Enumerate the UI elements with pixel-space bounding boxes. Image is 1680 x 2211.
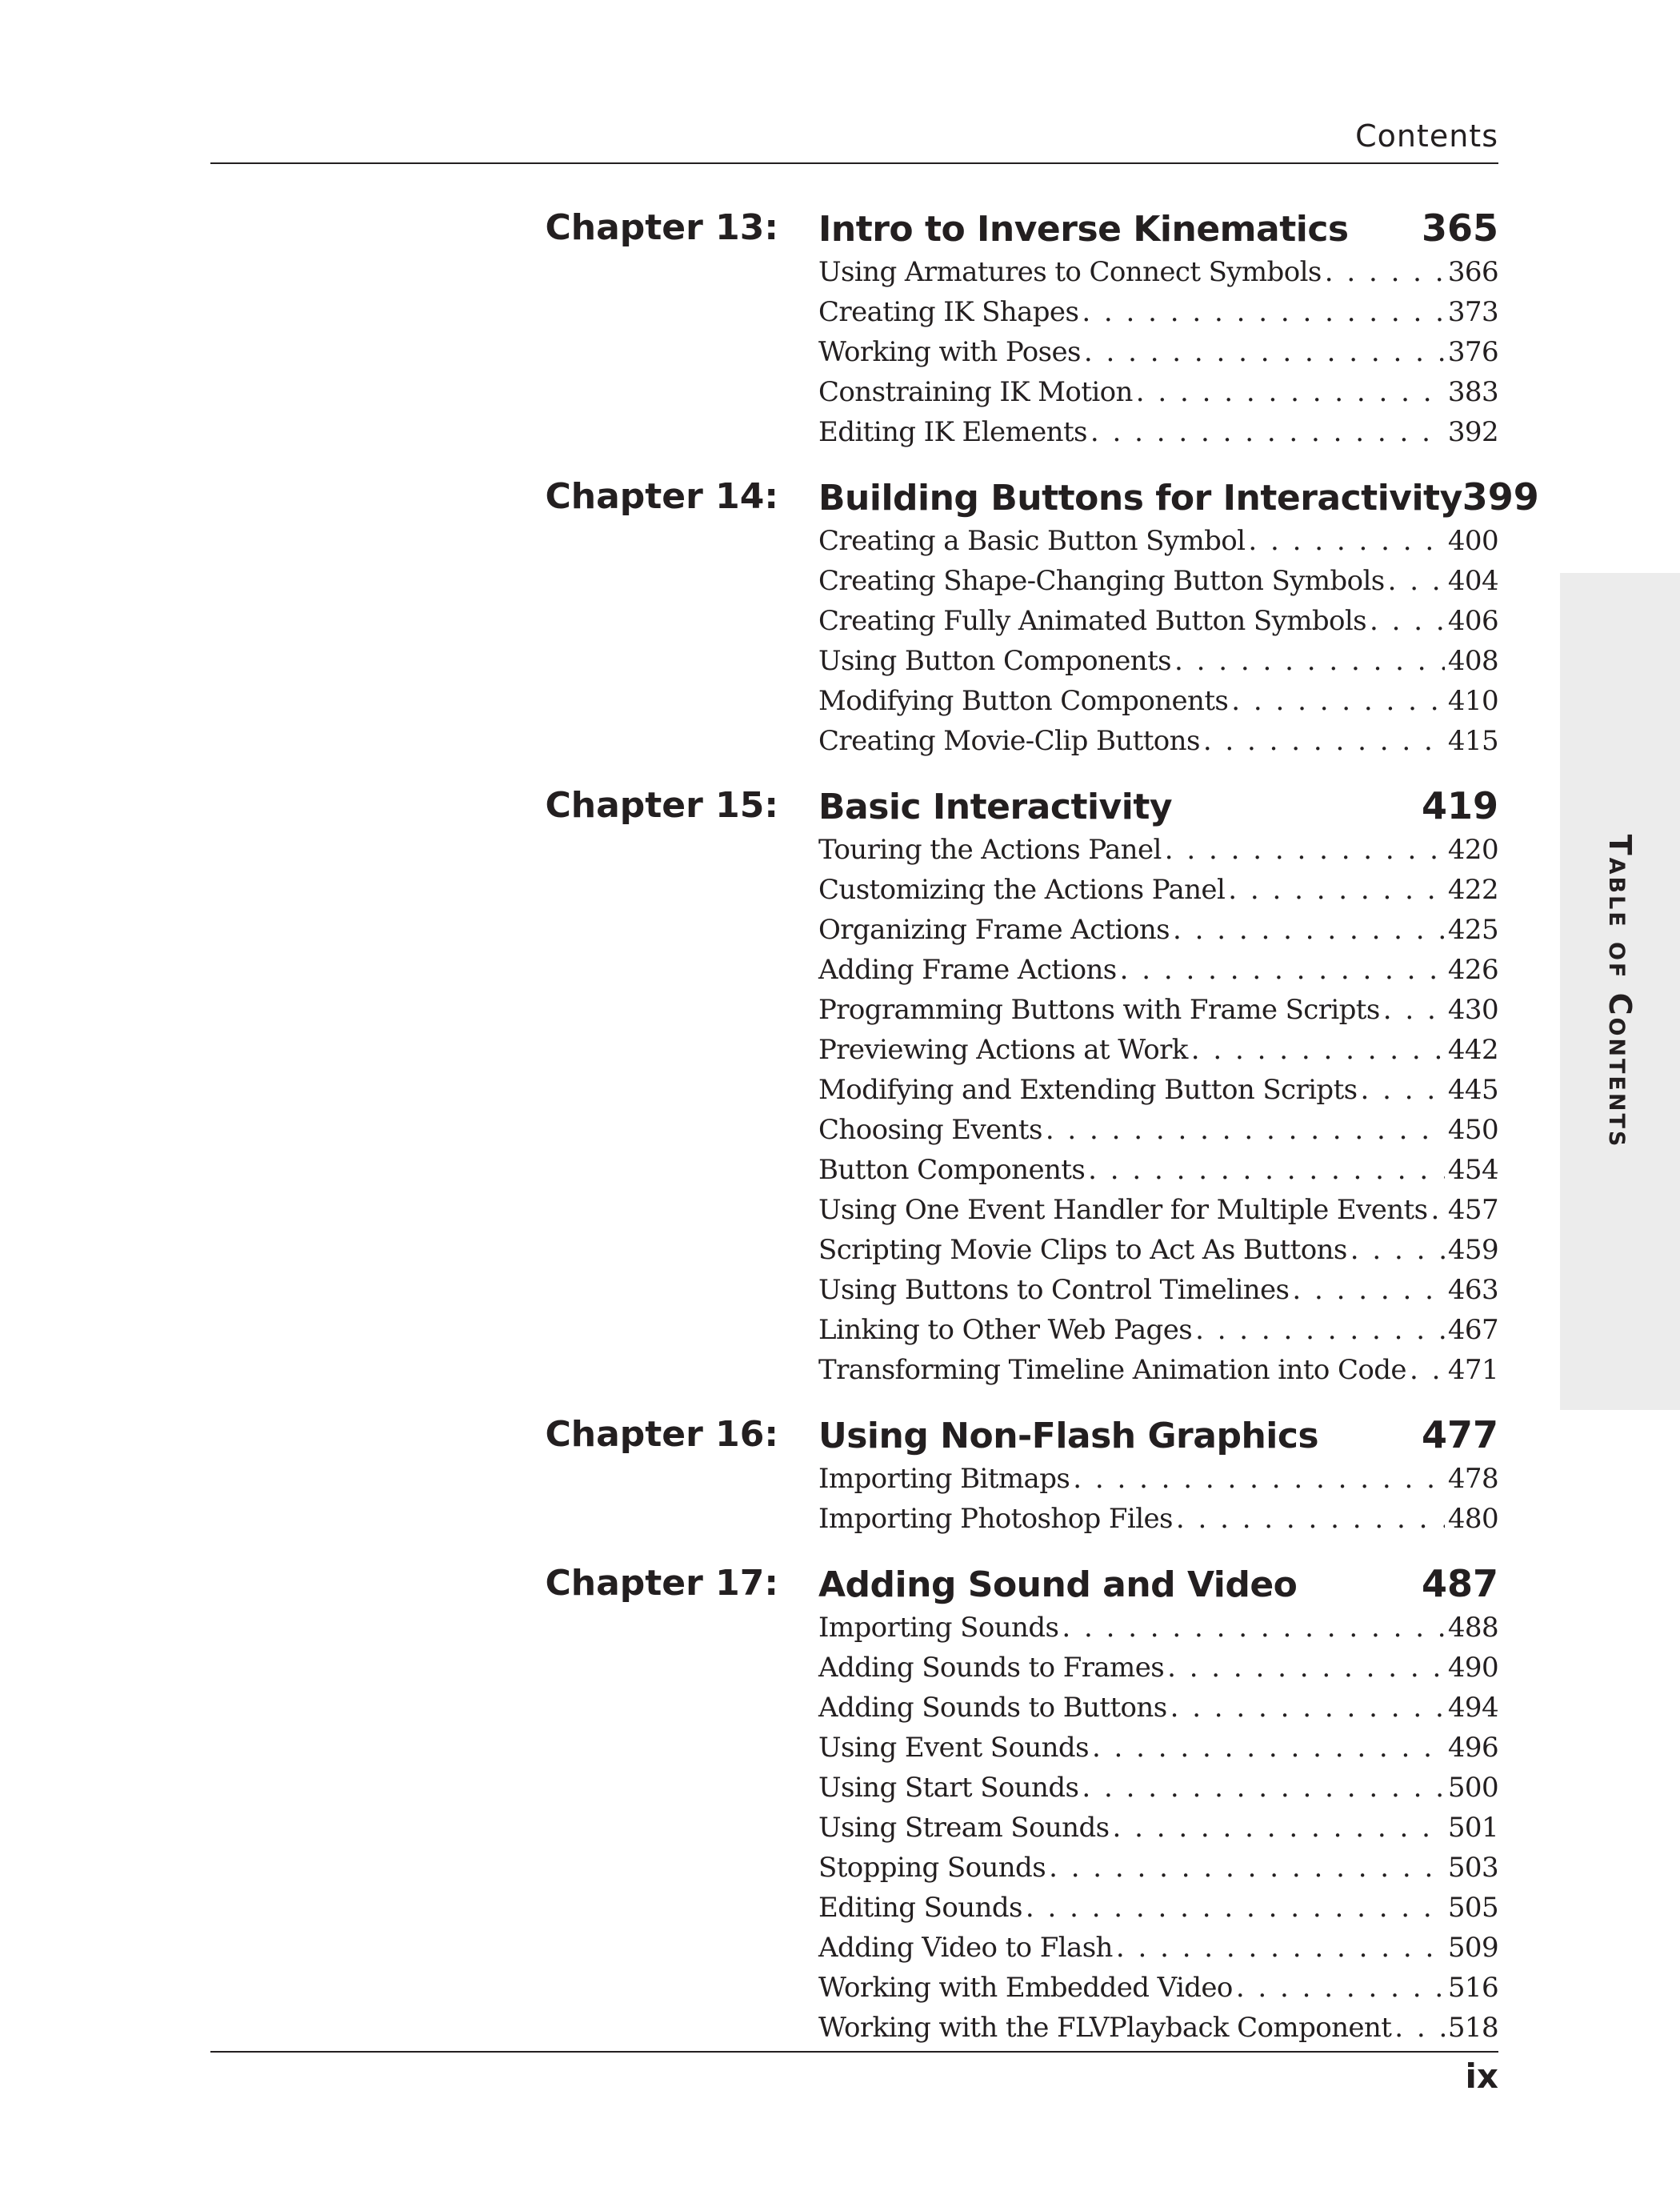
toc-entry[interactable] [818, 1808, 1498, 1848]
toc-entry-page: 392 [1447, 416, 1498, 448]
dot-leader [1370, 601, 1445, 641]
toc-entry[interactable] [818, 1688, 1498, 1728]
dot-leader [1026, 1888, 1445, 1928]
chapter-label: Chapter 15: [545, 785, 778, 826]
toc-entry[interactable] [818, 870, 1498, 910]
dot-leader [1430, 1190, 1444, 1230]
toc-entry[interactable] [818, 1499, 1498, 1539]
toc-entry[interactable] [818, 1150, 1498, 1190]
dot-leader [1090, 412, 1445, 452]
toc-entry[interactable] [818, 601, 1498, 641]
chapter-title: Basic Interactivity [818, 787, 1173, 827]
toc-entry-title: Using Stream Sounds [818, 1812, 1110, 1844]
toc-entry[interactable] [818, 1648, 1498, 1688]
dot-leader [1136, 372, 1445, 412]
toc-entry[interactable] [818, 910, 1498, 950]
toc-entry-page: 488 [1447, 1612, 1498, 1644]
dot-leader [1325, 252, 1445, 292]
chapter-title: Building Buttons for Interactivity [818, 478, 1462, 519]
toc-entry[interactable] [818, 950, 1498, 990]
dot-leader [1049, 1848, 1445, 1888]
toc-entry-page: 415 [1447, 725, 1498, 757]
toc-entry-title: Adding Frame Actions [818, 954, 1117, 986]
toc-entry[interactable] [818, 1848, 1498, 1888]
toc-entry-title: Creating Movie-Clip Buttons [818, 725, 1200, 757]
side-tab-label: Table of Contents [1602, 834, 1638, 1149]
toc-entry-title: Creating Fully Animated Button Symbols [818, 605, 1366, 637]
chapter-17 [0, 1560, 1680, 2048]
chapter-label: Chapter 13: [545, 207, 778, 248]
dot-leader [1176, 1499, 1445, 1539]
toc-entry-page: 516 [1447, 1972, 1498, 2004]
toc-entry[interactable] [818, 1968, 1498, 2008]
toc-entry[interactable] [818, 521, 1498, 561]
chapter-page-number: 399 [1462, 475, 1539, 519]
toc-entry-title: Creating Shape-Changing Button Symbols [818, 565, 1385, 597]
toc-entry-title: Creating IK Shapes [818, 296, 1079, 328]
toc-entry-page: 463 [1447, 1274, 1498, 1306]
toc-entry-page: 442 [1447, 1034, 1498, 1066]
toc-entry-page: 454 [1447, 1154, 1498, 1186]
chapter-15 [0, 782, 1680, 1390]
toc-entry-page: 373 [1447, 296, 1498, 328]
toc-entry[interactable] [818, 1768, 1498, 1808]
section-list [818, 1608, 1498, 2048]
toc-entry-title: Using Buttons to Control Timelines [818, 1274, 1290, 1306]
toc-entry-page: 501 [1447, 1812, 1498, 1844]
toc-entry[interactable] [818, 1110, 1498, 1150]
page-number: ix [1465, 2057, 1498, 2096]
toc-entry-title: Using Start Sounds [818, 1772, 1079, 1804]
toc-entry-page: 496 [1447, 1732, 1498, 1764]
toc-entry-title: Customizing the Actions Panel [818, 874, 1226, 906]
toc-entry-title: Using One Event Handler for Multiple Events [818, 1194, 1428, 1226]
toc-entry-page: 509 [1447, 1932, 1498, 1964]
dot-leader [1116, 1928, 1445, 1968]
chapter-label: Chapter 17: [545, 1563, 778, 1604]
toc-entry-page: 400 [1447, 525, 1498, 557]
dot-leader [1195, 1310, 1445, 1350]
toc-entry-title: Organizing Frame Actions [818, 914, 1170, 946]
toc-entry-page: 518 [1447, 2012, 1498, 2044]
toc-entry[interactable] [818, 1608, 1498, 1648]
toc-entry-page: 505 [1447, 1892, 1498, 1924]
toc-entry-page: 430 [1447, 994, 1498, 1026]
toc-entry[interactable] [818, 1928, 1498, 1968]
toc-entry[interactable] [818, 1888, 1498, 1928]
dot-leader [1088, 1150, 1445, 1190]
toc-entry[interactable] [818, 372, 1498, 412]
toc-entry-page: 383 [1447, 376, 1498, 408]
toc-entry-page: 490 [1447, 1652, 1498, 1684]
toc-entry[interactable] [818, 292, 1498, 332]
toc-entry-title: Adding Sounds to Buttons [818, 1692, 1167, 1724]
chapter-title: Intro to Inverse Kinematics [818, 209, 1349, 250]
toc-entry[interactable] [818, 1459, 1498, 1499]
toc-entry-page: 404 [1447, 565, 1498, 597]
toc-entry-title: Constraining IK Motion [818, 376, 1133, 408]
dot-leader [1062, 1608, 1445, 1648]
chapter-heading[interactable] [818, 1560, 1498, 1608]
chapter-page-number: 487 [1421, 1562, 1498, 1605]
dot-leader [1170, 1688, 1445, 1728]
dot-leader [1203, 721, 1445, 761]
toc-entry-title: Stopping Sounds [818, 1852, 1046, 1884]
toc-entry-page: 445 [1447, 1074, 1498, 1106]
toc-entry[interactable] [818, 1350, 1498, 1390]
dot-leader [1173, 910, 1445, 950]
chapter-heading[interactable] [818, 473, 1539, 521]
footer-rule [210, 2051, 1498, 2053]
toc-entry[interactable] [818, 1190, 1498, 1230]
toc-entry-page: 494 [1447, 1692, 1498, 1724]
toc-entry[interactable] [818, 641, 1498, 681]
toc-entry-page: 480 [1447, 1503, 1498, 1535]
dot-leader [1248, 521, 1444, 561]
toc-entry-page: 406 [1447, 605, 1498, 637]
chapter-page-number: 365 [1421, 206, 1498, 250]
toc-entry-page: 410 [1447, 685, 1498, 717]
dot-leader [1046, 1110, 1445, 1150]
toc-entry-title: Importing Bitmaps [818, 1463, 1070, 1495]
toc-entry[interactable] [818, 1728, 1498, 1768]
toc-entry-page: 478 [1447, 1463, 1498, 1495]
chapter-heading[interactable] [818, 204, 1498, 252]
dot-leader [1350, 1230, 1445, 1270]
header-rule [210, 162, 1498, 164]
toc-entry-title: Working with Embedded Video [818, 1972, 1233, 2004]
toc-entry-title: Choosing Events [818, 1114, 1042, 1146]
toc-entry-title: Previewing Actions at Work [818, 1034, 1188, 1066]
toc-entry-title: Working with the FLVPlayback Component [818, 2012, 1392, 2044]
dot-leader [1394, 2008, 1445, 2048]
toc-entry-page: 467 [1447, 1314, 1498, 1346]
toc-entry[interactable] [818, 561, 1498, 601]
dot-leader [1084, 332, 1445, 372]
side-thumb-tab [1560, 573, 1680, 1410]
dot-leader [1167, 1648, 1445, 1688]
chapter-heading[interactable] [818, 782, 1498, 830]
toc-entry-title: Button Components [818, 1154, 1086, 1186]
toc-entry-title: Working with Poses [818, 336, 1081, 368]
toc-entry-title: Using Button Components [818, 645, 1172, 677]
toc-entry[interactable] [818, 1030, 1498, 1070]
chapter-title: Using Non-Flash Graphics [818, 1416, 1319, 1456]
toc-entry[interactable] [818, 252, 1498, 292]
chapter-13 [0, 204, 1680, 452]
dot-leader [1231, 681, 1445, 721]
toc-entry[interactable] [818, 1310, 1498, 1350]
toc-entry-page: 459 [1447, 1234, 1498, 1266]
section-list [818, 252, 1498, 452]
toc-entry-page: 426 [1447, 954, 1498, 986]
toc-entry-title: Using Event Sounds [818, 1732, 1089, 1764]
toc-entry-page: 450 [1447, 1114, 1498, 1146]
toc-entry-title: Programming Buttons with Frame Scripts [818, 994, 1380, 1026]
chapter-label: Chapter 14: [545, 476, 778, 517]
toc-entry-page: 408 [1447, 645, 1498, 677]
chapter-16 [0, 1411, 1680, 1539]
dot-leader [1165, 830, 1445, 870]
dot-leader [1410, 1350, 1445, 1390]
toc-entry-page: 422 [1447, 874, 1498, 906]
toc-entry-title: Creating a Basic Button Symbol [818, 525, 1246, 557]
chapter-title: Adding Sound and Video [818, 1564, 1298, 1605]
chapter-page-number: 419 [1421, 784, 1498, 827]
toc-entry-page: 503 [1447, 1852, 1498, 1884]
toc-entry-page: 457 [1447, 1194, 1498, 1226]
table-of-contents [0, 204, 1680, 2069]
toc-entry-page: 376 [1447, 336, 1498, 368]
dot-leader [1361, 1070, 1445, 1110]
dot-leader [1112, 1808, 1444, 1848]
dot-leader [1388, 561, 1445, 601]
toc-entry[interactable] [818, 332, 1498, 372]
section-list [818, 830, 1498, 1390]
toc-entry[interactable] [818, 1230, 1498, 1270]
toc-entry-page: 420 [1447, 834, 1498, 866]
toc-entry[interactable] [818, 990, 1498, 1030]
toc-entry[interactable] [818, 412, 1498, 452]
toc-entry-page: 500 [1447, 1772, 1498, 1804]
toc-entry-title: Adding Sounds to Frames [818, 1652, 1165, 1684]
dot-leader [1120, 950, 1445, 990]
toc-entry-title: Modifying and Extending Button Scripts [818, 1074, 1358, 1106]
toc-entry-title: Importing Sounds [818, 1612, 1059, 1644]
toc-entry[interactable] [818, 2008, 1498, 2048]
toc-entry-title: Importing Photoshop Files [818, 1503, 1173, 1535]
toc-entry-title: Touring the Actions Panel [818, 834, 1162, 866]
toc-entry-page: 366 [1447, 256, 1498, 288]
dot-leader [1191, 1030, 1445, 1070]
dot-leader [1236, 1968, 1445, 2008]
dot-leader [1082, 292, 1445, 332]
dot-leader [1092, 1728, 1445, 1768]
toc-entry-title: Editing IK Elements [818, 416, 1087, 448]
toc-entry[interactable] [818, 830, 1498, 870]
toc-entry-title: Scripting Movie Clips to Act As Buttons [818, 1234, 1347, 1266]
dot-leader [1383, 990, 1445, 1030]
toc-entry[interactable] [818, 681, 1498, 721]
dot-leader [1073, 1459, 1445, 1499]
chapter-page-number: 477 [1421, 1413, 1498, 1456]
toc-entry-title: Editing Sounds [818, 1892, 1022, 1924]
section-list [818, 521, 1498, 761]
toc-entry-page: 471 [1447, 1354, 1498, 1386]
chapter-heading[interactable] [818, 1411, 1498, 1459]
toc-entry-title: Transforming Timeline Animation into Code [818, 1354, 1406, 1386]
toc-entry[interactable] [818, 1070, 1498, 1110]
chapter-14 [0, 473, 1680, 761]
toc-entry[interactable] [818, 1270, 1498, 1310]
toc-entry-page: 425 [1447, 914, 1498, 946]
toc-entry-title: Modifying Button Components [818, 685, 1229, 717]
dot-leader [1174, 641, 1445, 681]
dot-leader [1082, 1768, 1445, 1808]
dot-leader [1228, 870, 1445, 910]
toc-entry[interactable] [818, 721, 1498, 761]
toc-entry-title: Using Armatures to Connect Symbols [818, 256, 1322, 288]
chapter-label: Chapter 16: [545, 1414, 778, 1455]
running-head: Contents [1355, 118, 1498, 154]
toc-entry-title: Adding Video to Flash [818, 1932, 1113, 1964]
dot-leader [1292, 1270, 1444, 1310]
section-list [818, 1459, 1498, 1539]
toc-entry-title: Linking to Other Web Pages [818, 1314, 1193, 1346]
